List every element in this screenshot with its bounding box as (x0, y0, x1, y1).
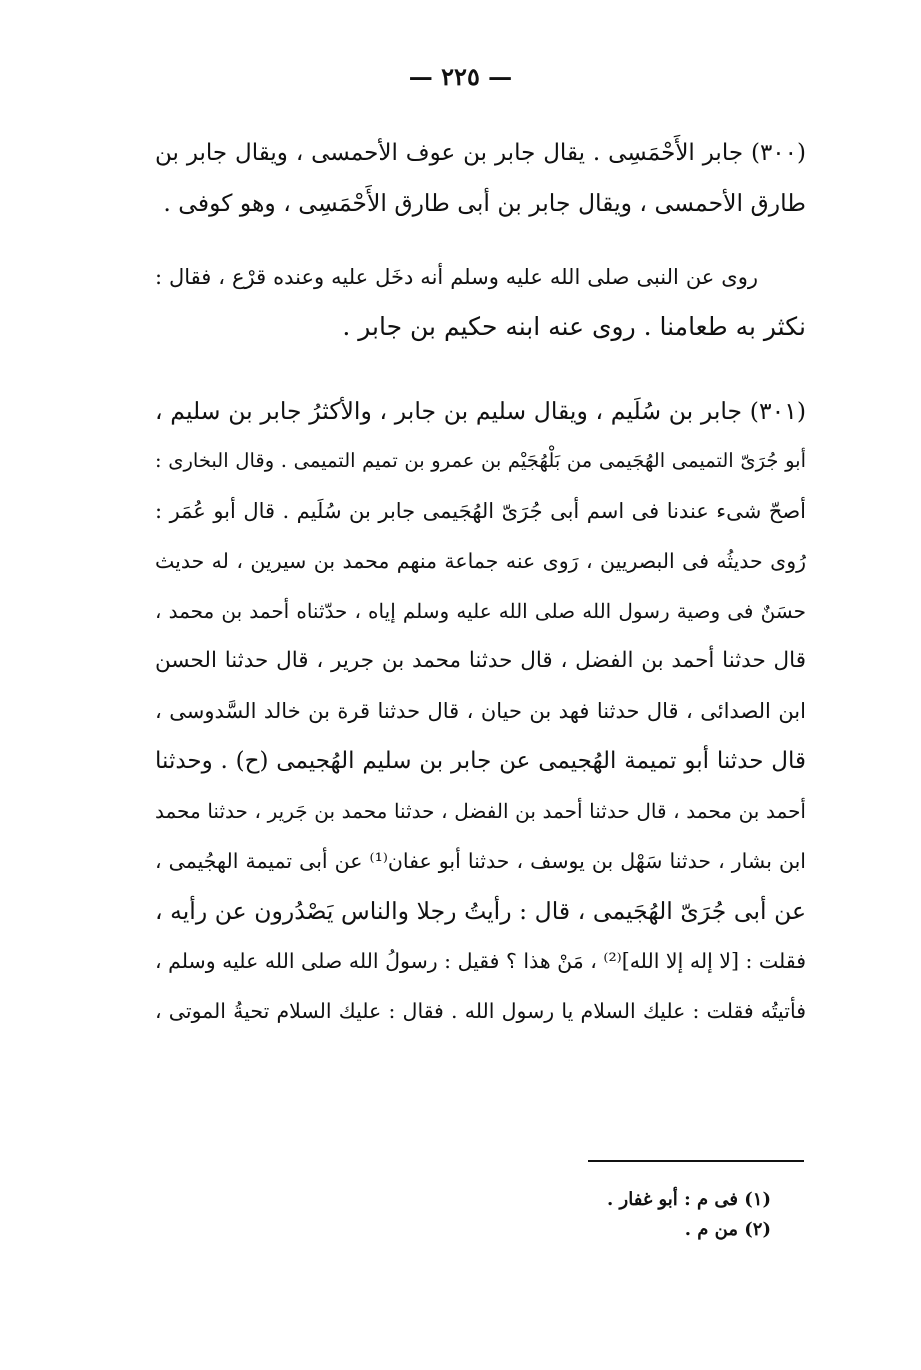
entry-300-line-1: (٣٠٠) جابر الأَحْمَسِى . يقال جابر بن عوف الأحمسى ، ويقال جابر بن (155, 140, 806, 166)
footnote-divider (588, 1160, 804, 1162)
footnote-2: (٢) من م . (684, 1219, 771, 1240)
entry-301-line-4: رُوى حديثُه فى البصريين ، رَوى عنه جماعة منهم محمد بن سيرين ، له حديث (155, 549, 806, 573)
entry-300-narration (155, 252, 806, 352)
entry-301-line-3: أصحّ شىء عندنا فى اسم أبى جُرَىّ الهُجَيمى جابر بن سُلَيم . قال أبو عُمَر : (155, 499, 806, 523)
entry-301-line-7: ابن الصدائى ، قال حدثنا فهد بن حيان ، قال حدثنا قرة بن خالد السَّدوسى ، (155, 699, 806, 723)
entry-301-line-10: ابن بشار ، حدثنا سَهْل بن يوسف ، حدثنا أبو عفان⁽¹⁾ عن أبى تميمة الهجُيمى ، (155, 849, 806, 873)
footnote-1: (١) فى م : أبو غفار . (607, 1189, 771, 1210)
entry-300-line-2: طارق الأحمسى ، ويقال جابر بن أبى طارق الأَحْمَسِى ، وهو كوفى . (163, 189, 806, 217)
entry-301-line-8: قال حدثنا أبو تميمة الهُجيمى عن جابر بن سليم الهُجيمى (ح) . وحدثنا (155, 748, 806, 774)
entry-301-line-5: حسَنٌ فى وصية رسول الله صلى الله عليه وسلم إياه ، حدّثناه أحمد بن محمد ، (155, 599, 806, 623)
entry-301-line-2: أبو جُرَىّ التميمى الهُجَيمى من بَلْهُجَيْم بن عمرو بن تميم التميمى . وقال البخارى : (155, 449, 806, 472)
entry-301-line-11: عن أبى جُرَىّ الهُجَيمى ، قال : رأيتُ رجلا والناس يَصْدُرون عن رأيه ، (155, 897, 806, 925)
entry-300-narration-line-1: روى عن النبى صلى الله عليه وسلم أنه دخَل عليه وعنده قرْع ، فقال : (155, 265, 758, 289)
entry-301-line-9: أحمد بن محمد ، قال حدثنا أحمد بن الفضل ، حدثنا محمد بن جَرير ، حدثنا محمد (155, 799, 806, 823)
entry-301-line-12: فقلت : [لا إله إلا الله]⁽²⁾ ، مَنْ هذا ؟ فقيل : رسولُ الله صلى الله عليه وسلم ، (155, 949, 806, 973)
entry-301-line-6: قال حدثنا أحمد بن الفضل ، قال حدثنا محمد بن جرير ، قال حدثنا الحسن (155, 648, 806, 673)
entry-300-narration-line-2: نكثر به طعامنا . روى عنه ابنه حكيم بن جابر . (342, 312, 806, 341)
footnotes (400, 1185, 771, 1245)
entry-301 (155, 386, 806, 1036)
entry-300 (155, 128, 806, 228)
entry-301-line-1: (٣٠١) جابر بن سُلَيم ، ويقال سليم بن جابر ، والأكثرُ جابر بن سليم ، (155, 397, 806, 425)
page-number: — ٢٢٥ — (408, 62, 513, 91)
entry-301-line-13: فأتيتُه فقلت : عليك السلام يا رسول الله . فقال : عليك السلام تحيةُ الموتى ، (155, 999, 806, 1023)
